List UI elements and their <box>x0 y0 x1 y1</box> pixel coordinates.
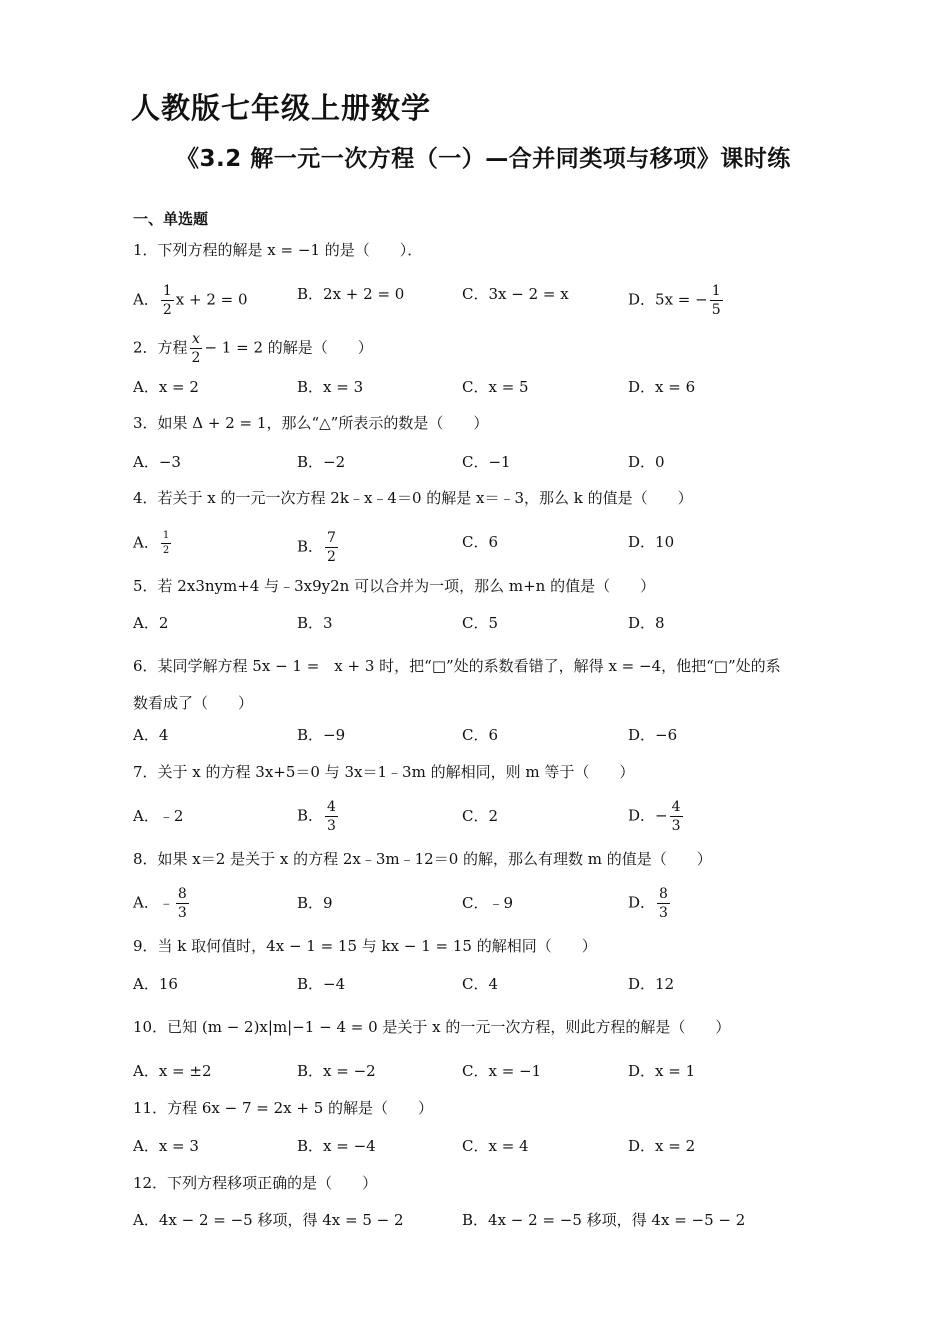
question-3-option-d[interactable]: D．0 <box>628 453 665 471</box>
fraction: $\frac{7}{2}$ <box>327 530 336 565</box>
fraction: $\frac{8}{3}$ <box>177 886 187 921</box>
question-5: 5．若 2x3nym+4 与﹣3x9y2n 可以合并为一项，那么 m+n 的值是（ ） <box>133 577 656 595</box>
question-6-continued: 数看成了（ ） <box>133 694 254 712</box>
question-7-option-a[interactable]: A．﹣2 <box>133 807 184 825</box>
fraction: $\frac{1}{2}$ <box>162 283 172 318</box>
question-7: 7．关于 x 的方程 3x+5＝0 与 3x＝1﹣3m 的解相同，则 m 等于（ ） <box>133 763 635 781</box>
question-10-option-b[interactable]: B．x = −2 <box>297 1062 376 1080</box>
question-9: 9．当 k 取何值时，4x − 1 = 15 与 kx − 1 = 15 的解相同（ ） <box>133 937 597 955</box>
question-5-option-c[interactable]: C．5 <box>462 614 499 632</box>
fraction: $\frac{4}{3}$ <box>671 799 681 834</box>
question-12-option-a[interactable]: A．4x − 2 = −5 移项，得 4x = 5 − 2 <box>133 1211 404 1229</box>
question-8-option-a[interactable]: A．﹣ $\frac{8}{3}$ <box>133 886 187 921</box>
question-2-option-c[interactable]: C．x = 5 <box>462 378 529 396</box>
question-6-option-b[interactable]: B．−9 <box>297 726 346 744</box>
question-4: 4．若关于 x 的一元一次方程 2k﹣x﹣4＝0 的解是 x＝﹣3，那么 k 的值是（ ） <box>133 489 693 507</box>
question-11-option-b[interactable]: B．x = −4 <box>297 1137 376 1155</box>
question-6-option-c[interactable]: C．6 <box>462 726 499 744</box>
question-8-option-d[interactable]: D． $\frac{8}{3}$ <box>628 886 668 921</box>
question-2-option-b[interactable]: B．x = 3 <box>297 378 364 396</box>
question-12-option-b[interactable]: B．4x − 2 = −5 移项，得 4x = −5 − 2 <box>462 1211 746 1229</box>
question-8-option-c[interactable]: C．﹣9 <box>462 894 514 912</box>
question-9-option-b[interactable]: B．−4 <box>297 975 346 993</box>
question-2-option-a[interactable]: A．x = 2 <box>133 378 199 396</box>
fraction: $\frac{x}{2}$ <box>191 331 201 366</box>
question-1-option-b[interactable]: B．2x + 2 = 0 <box>297 285 405 303</box>
question-1-option-a[interactable]: A． $\frac{1}{2}$ x + 2 = 0 <box>133 283 248 318</box>
question-10: 10．已知 (m − 2)x|m|−1 − 4 = 0 是关于 x 的一元一次方程，则此方程的解是（ ） <box>133 1018 731 1036</box>
question-10-option-a[interactable]: A．x = ±2 <box>133 1062 212 1080</box>
page-title: 人教版七年级上册数学 <box>131 91 432 125</box>
question-1-option-d[interactable]: D．5x = − $\frac{1}{5}$ <box>628 283 721 318</box>
question-9-option-d[interactable]: D．12 <box>628 975 675 993</box>
question-11-option-a[interactable]: A．x = 3 <box>133 1137 199 1155</box>
question-3-option-a[interactable]: A．−3 <box>133 453 181 471</box>
section-heading: 一、单选题 <box>133 210 209 228</box>
question-5-option-d[interactable]: D．8 <box>628 614 665 632</box>
question-4-option-a[interactable]: A． $\frac{1}{2}$ <box>133 530 170 556</box>
question-6-option-a[interactable]: A．4 <box>133 726 169 744</box>
question-7-option-c[interactable]: C．2 <box>462 807 499 825</box>
question-4-option-b[interactable]: B． $\frac{7}{2}$ <box>297 530 336 565</box>
question-4-option-d[interactable]: D．10 <box>628 533 675 551</box>
question-6: 6．某同学解方程 5x − 1 = x + 3 时，把“□”处的系数看错了，解得 x = −4，他把“□”处的系 <box>133 657 781 675</box>
question-2: 2．方程 $\frac{x}{2}$ − 1 = 2 的解是（ ） <box>133 331 373 366</box>
question-8: 8．如果 x＝2 是关于 x 的方程 2x﹣3m﹣12＝0 的解，那么有理数 m 的值是（ ） <box>133 850 712 868</box>
question-1-option-c[interactable]: C．3x − 2 = x <box>462 285 569 303</box>
question-11-option-d[interactable]: D．x = 2 <box>628 1137 696 1155</box>
question-6-option-d[interactable]: D．−6 <box>628 726 678 744</box>
page-subtitle: 《3.2 解一元一次方程（一）—合并同类项与移项》课时练 <box>176 146 791 172</box>
fraction: $\frac{4}{3}$ <box>327 799 336 834</box>
question-4-option-c[interactable]: C．6 <box>462 533 499 551</box>
question-12: 12．下列方程移项正确的是（ ） <box>133 1174 378 1192</box>
question-7-option-d[interactable]: D．− $\frac{4}{3}$ <box>628 799 681 834</box>
question-10-option-c[interactable]: C．x = −1 <box>462 1062 542 1080</box>
question-11: 11．方程 6x − 7 = 2x + 5 的解是（ ） <box>133 1099 434 1117</box>
question-2-option-d[interactable]: D．x = 6 <box>628 378 696 396</box>
question-3-option-b[interactable]: B．−2 <box>297 453 346 471</box>
question-9-option-c[interactable]: C．4 <box>462 975 499 993</box>
question-3: 3．如果 Δ + 2 = 1，那么“△”所表示的数是（ ） <box>133 414 489 432</box>
fraction: $\frac{1}{2}$ <box>162 530 170 556</box>
question-3-option-c[interactable]: C．−1 <box>462 453 511 471</box>
question-10-option-d[interactable]: D．x = 1 <box>628 1062 696 1080</box>
question-11-option-c[interactable]: C．x = 4 <box>462 1137 529 1155</box>
fraction: $\frac{8}{3}$ <box>659 886 668 921</box>
question-7-option-b[interactable]: B． $\frac{4}{3}$ <box>297 799 336 834</box>
question-9-option-a[interactable]: A．16 <box>133 975 178 993</box>
question-8-option-b[interactable]: B．9 <box>297 894 333 912</box>
question-1: 1．下列方程的解是 x = −1 的是（ ）． <box>133 241 423 259</box>
question-5-option-a[interactable]: A．2 <box>133 614 169 632</box>
fraction: $\frac{1}{5}$ <box>711 283 721 318</box>
question-5-option-b[interactable]: B．3 <box>297 614 333 632</box>
